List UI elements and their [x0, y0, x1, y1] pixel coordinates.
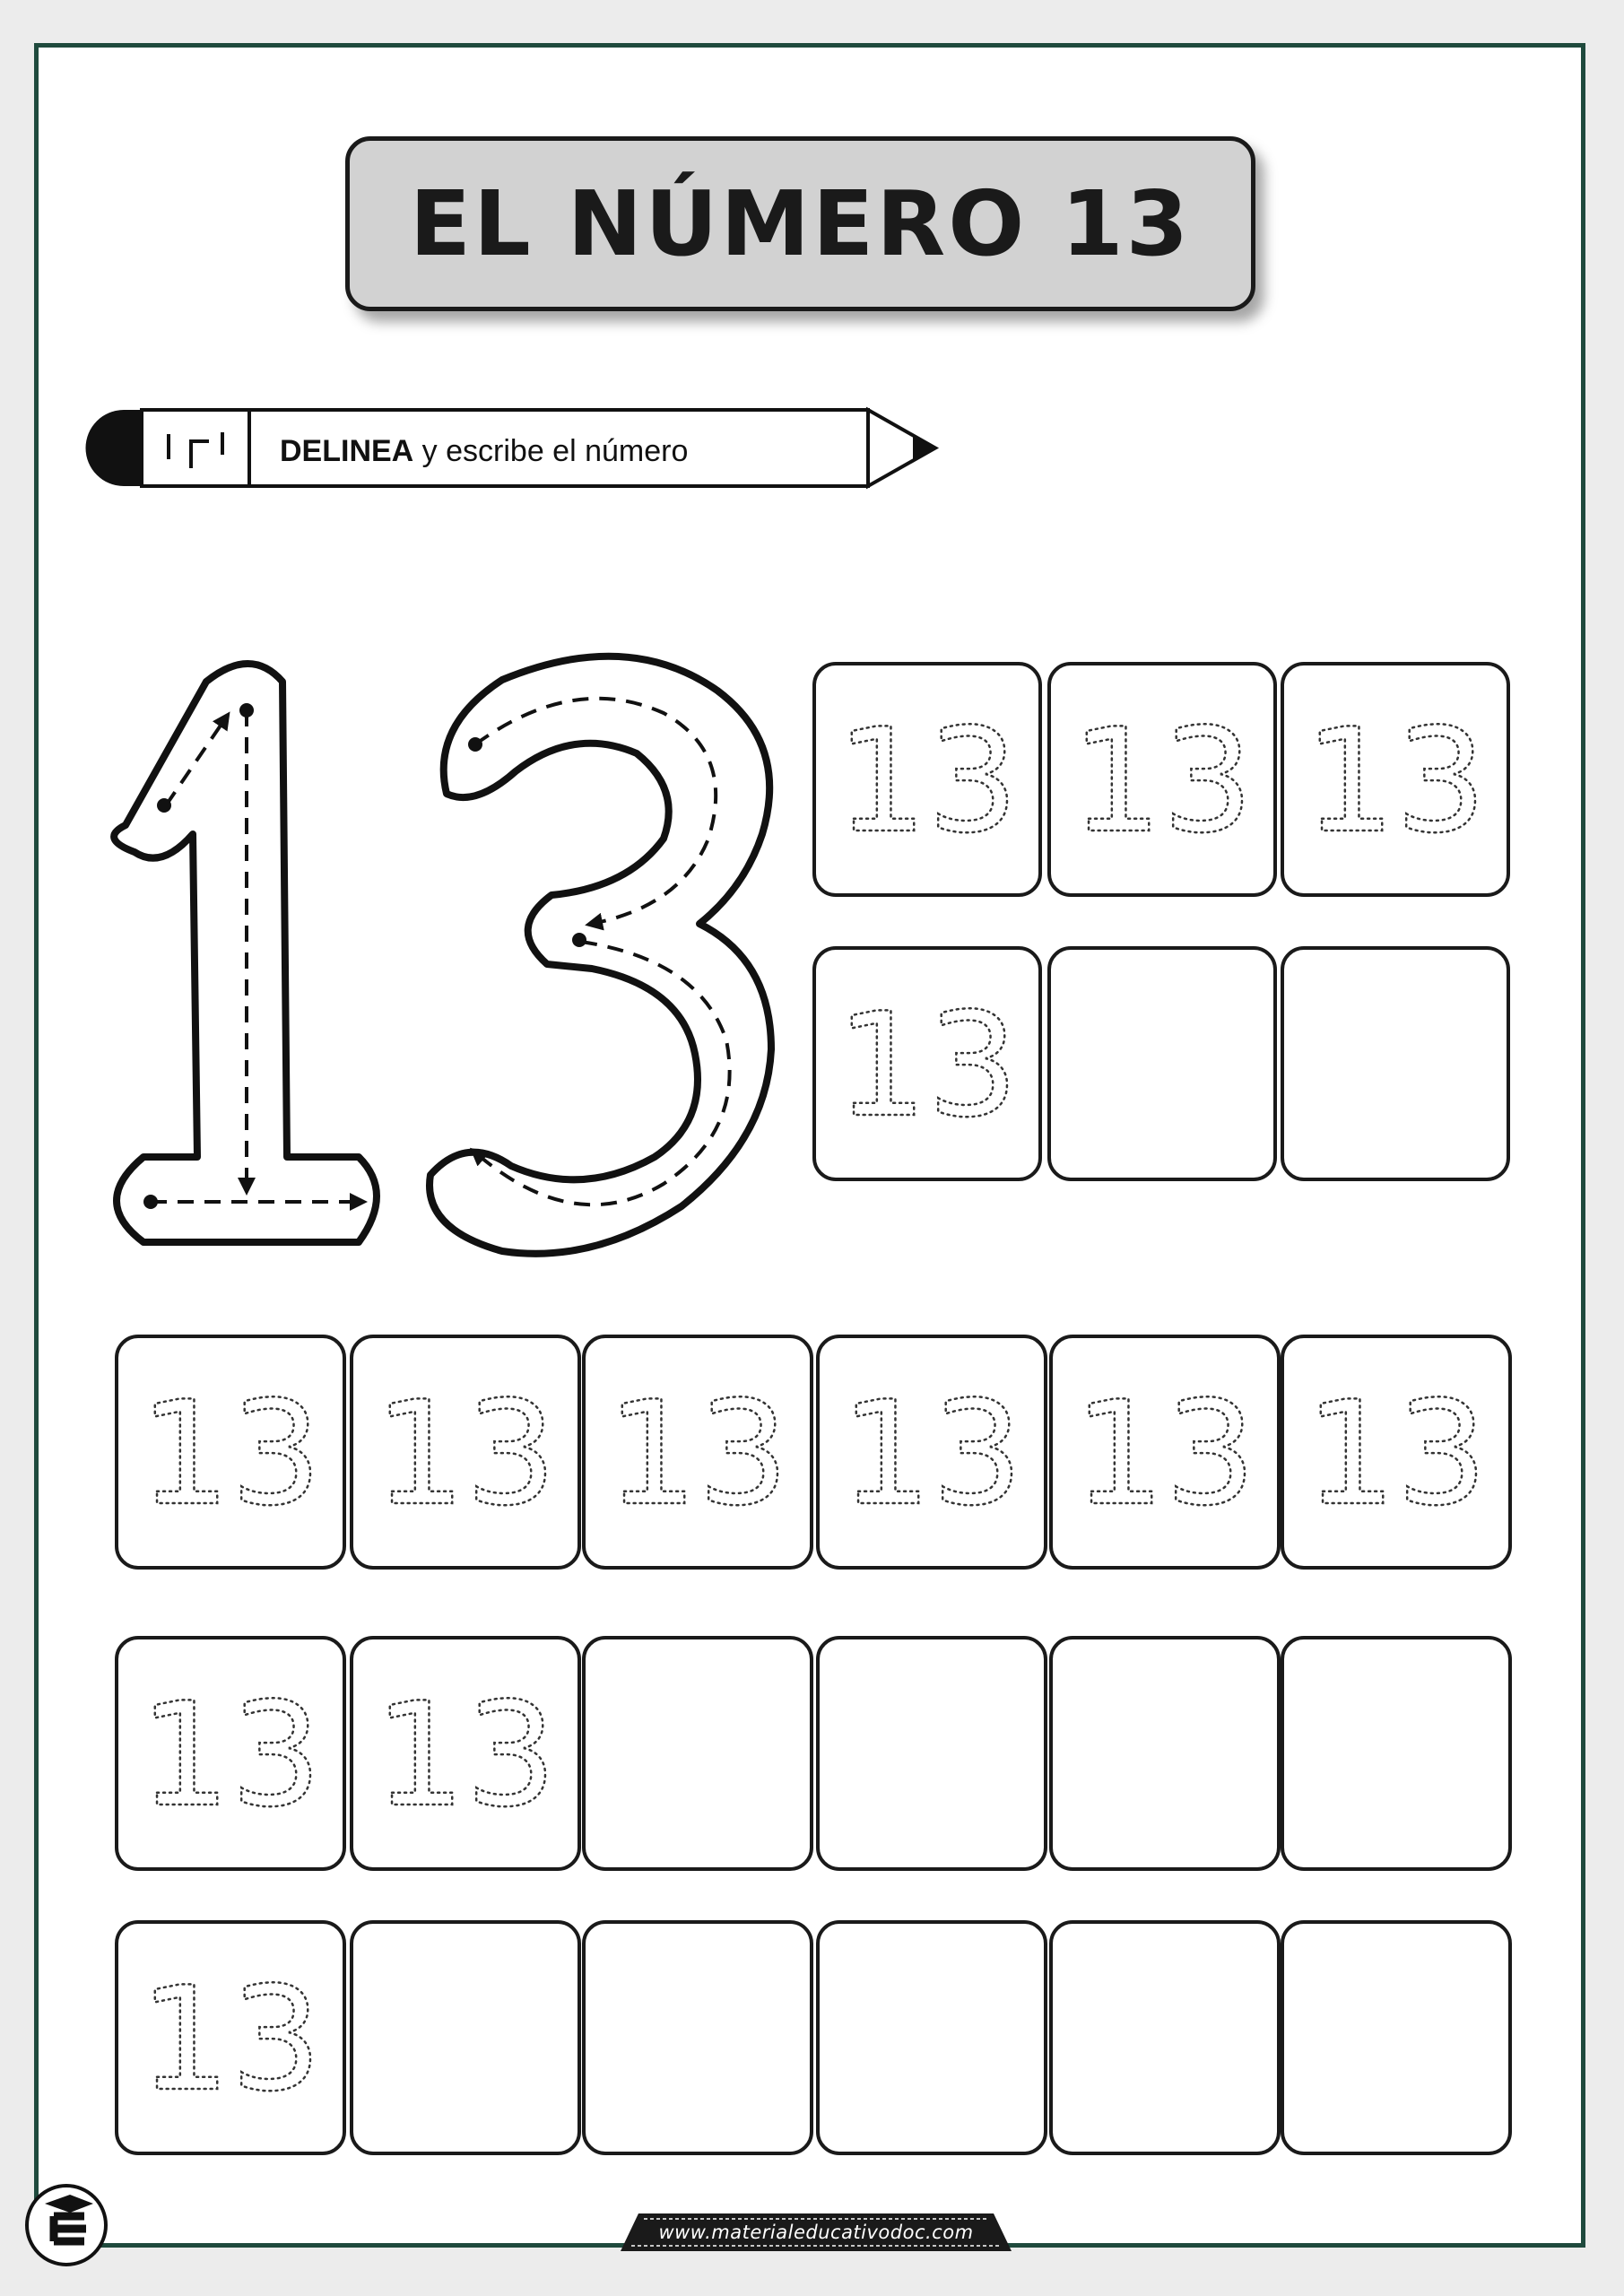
trace-cell[interactable]: [115, 1636, 346, 1871]
empty-write-cell[interactable]: [1049, 1920, 1281, 2155]
empty-write-cell[interactable]: [582, 1920, 813, 2155]
trace-digits: 13: [1071, 697, 1254, 865]
dotted-trace-numeral: [606, 1370, 789, 1537]
trace-cell[interactable]: [115, 1335, 346, 1570]
empty-write-cell[interactable]: [582, 1636, 813, 1871]
trace-digits: 13: [836, 697, 1019, 865]
empty-write-cell[interactable]: [350, 1920, 581, 2155]
empty-write-cell[interactable]: [1049, 1636, 1281, 1871]
empty-write-cell[interactable]: [816, 1920, 1047, 2155]
dotted-trace-numeral: [374, 1370, 557, 1537]
trace-cell[interactable]: [816, 1335, 1047, 1570]
trace-cell[interactable]: [812, 662, 1042, 897]
empty-write-cell[interactable]: [1281, 1636, 1512, 1871]
empty-write-cell[interactable]: [816, 1636, 1047, 1871]
dotted-trace-numeral: [836, 981, 1019, 1149]
trace-digits: 13: [374, 1671, 557, 1839]
instruction-rest: y escribe el número: [413, 434, 689, 468]
trace-cell[interactable]: [115, 1920, 346, 2155]
trace-cell[interactable]: [1047, 662, 1277, 897]
trace-cell[interactable]: [812, 946, 1042, 1181]
trace-digits: 13: [836, 981, 1019, 1149]
empty-write-cell[interactable]: [1281, 1920, 1512, 2155]
trace-cell[interactable]: [582, 1335, 813, 1570]
trace-cell[interactable]: [1281, 662, 1510, 897]
trace-digits: 13: [1305, 1370, 1488, 1537]
page-title: EL NÚMERO 13: [409, 171, 1192, 276]
empty-write-cell[interactable]: [1281, 946, 1510, 1181]
dotted-trace-numeral: [1073, 1370, 1256, 1537]
dotted-trace-numeral: [836, 697, 1019, 865]
dotted-trace-numeral: [139, 1370, 322, 1537]
trace-digits: 13: [374, 1370, 557, 1537]
dotted-trace-numeral: [374, 1671, 557, 1839]
trace-digits: 13: [1304, 697, 1487, 865]
dotted-trace-numeral: [139, 1955, 322, 2123]
dotted-trace-numeral: [139, 1671, 322, 1839]
trace-digits: 13: [606, 1370, 789, 1537]
trace-cell[interactable]: [1281, 1335, 1512, 1570]
trace-digits: 13: [139, 1955, 322, 2123]
trace-digits: 13: [840, 1370, 1023, 1537]
trace-cell[interactable]: [350, 1335, 581, 1570]
trace-digits: 13: [139, 1671, 322, 1839]
graduation-cap-logo-icon: [23, 2173, 109, 2268]
trace-cell[interactable]: [350, 1636, 581, 1871]
empty-write-cell[interactable]: [1047, 946, 1277, 1181]
dotted-trace-numeral: [1071, 697, 1254, 865]
trace-digits: 13: [139, 1370, 322, 1537]
dotted-trace-numeral: [1304, 697, 1487, 865]
website-text: www.materialeducativodoc.com: [658, 2222, 974, 2243]
dotted-trace-numeral: [840, 1370, 1023, 1537]
trace-cell[interactable]: [1049, 1335, 1281, 1570]
instruction-bold-word: DELINEA: [280, 434, 414, 468]
trace-digits: 13: [1073, 1370, 1256, 1537]
dotted-trace-numeral: [1305, 1370, 1488, 1537]
website-link[interactable]: [619, 2212, 1013, 2253]
